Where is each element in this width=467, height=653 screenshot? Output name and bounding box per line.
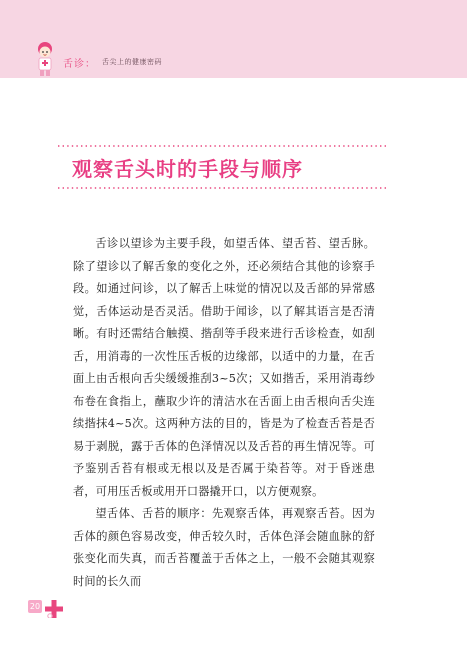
chapter-label: 舌诊： — [63, 59, 96, 70]
paragraph: 望舌体、舌苔的顺序：先观察舌体，再观察舌苔。因为舌体的颜色容易改变，伸舌较久时，舌体色泽会随血脉的舒张变化而失真，而舌苔覆盖于舌体之上，一般不会随其观察时间的长久而 — [73, 507, 375, 588]
page-number: 20 — [29, 602, 41, 611]
paragraph: 舌诊以望诊为主要手段，如望舌体、望舌苔、望舌脉。除了望诊以了解舌象的变化之外，还必须结合其他的诊察手段。如通过问诊，以了解舌上味觉的情况以及舌部的异常感觉，舌体运动是否灵活。借助于闻诊，以了解其语言是否清晰。有时还需结合触摸、揩刮等手段来进行舌诊检查，如刮舌，用消毒的一次性压舌板的边缘部，以适中的力量，在舌面上由舌根向舌尖缓缓推刮3~5次；又如揩舌，采用消毒纱布卷在食指上，蘸取少许的清洁水在舌面上由舌根向舌尖连续揩抹4~5次。这两种方法的目的，皆是为了检查舌苔是否易于剥脱，露于舌体的色泽情况以及舌苔的再生情况等。可予鉴别舌苔有根或无根以及是否属于染苔等。对于昏迷患者，可用压舌板或用开口器撬开口，以方便观察。 — [73, 237, 375, 498]
book-subtitle: 舌尖上的健康密码 — [102, 58, 162, 66]
doctor-mascot-icon — [32, 40, 58, 78]
page-title: 观察舌头时的手段与顺序 — [72, 157, 303, 181]
body-text — [73, 233, 375, 593]
plus-decoration-icon — [45, 600, 63, 618]
title-top-dotted-rule — [58, 145, 388, 147]
title-bottom-dotted-rule — [58, 187, 388, 189]
